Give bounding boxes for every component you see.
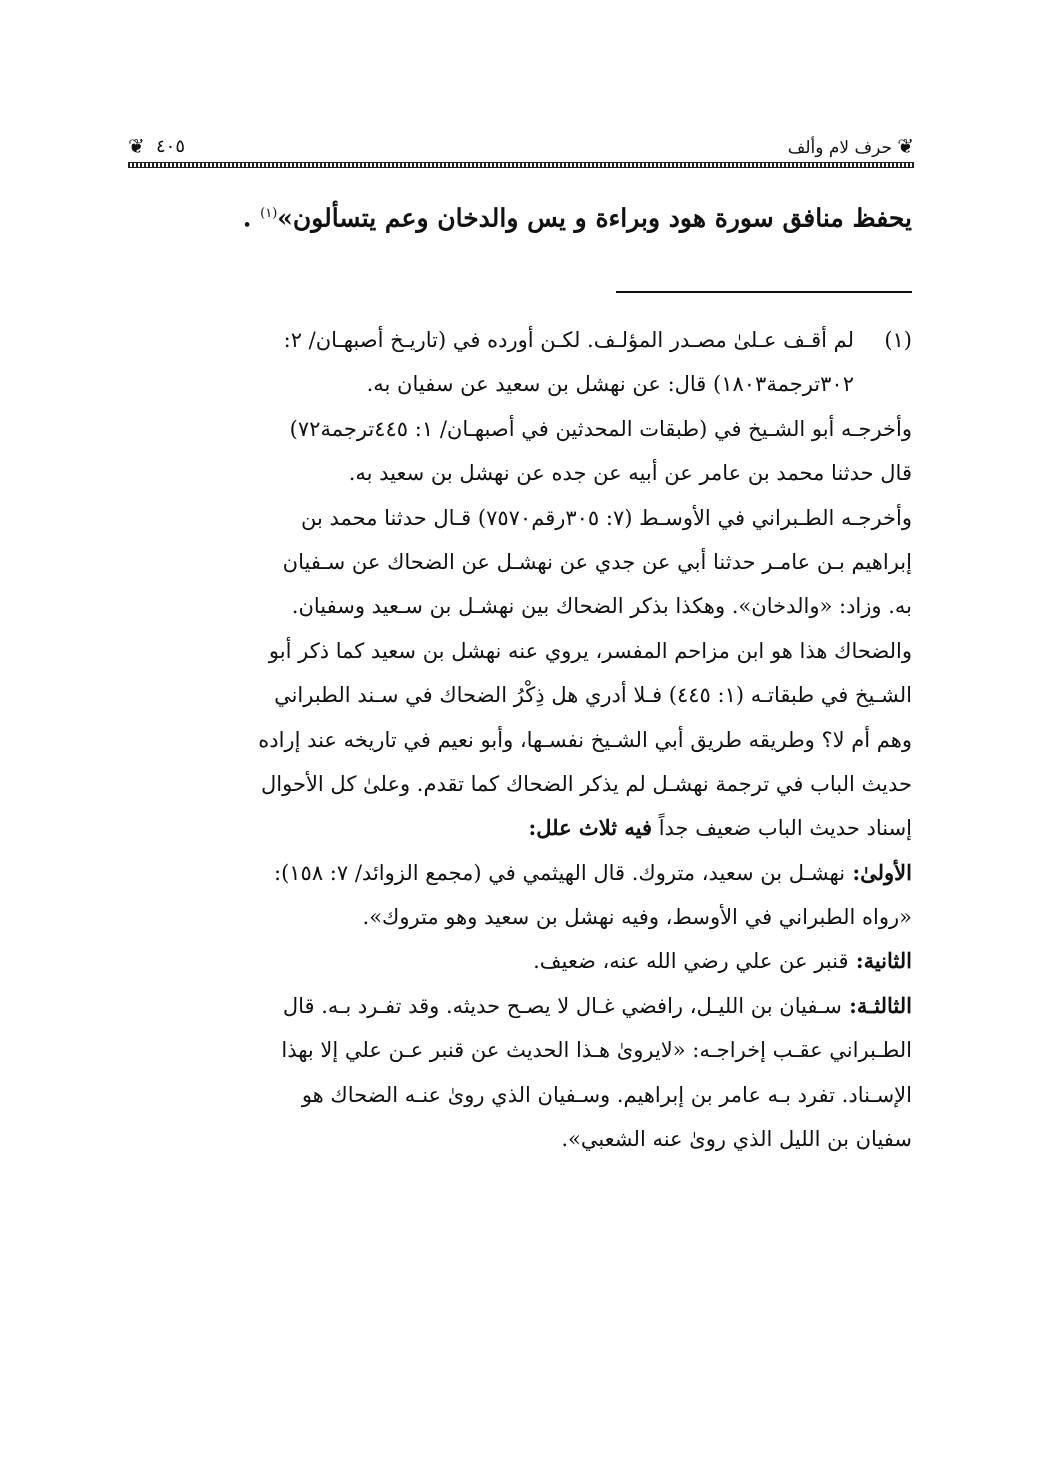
footnote-line <box>122 584 912 628</box>
footnote-separator <box>616 291 912 293</box>
main-text: يحفظ منافق سورة هود وبراءة و يس والدخان وعم يتسألون» <box>277 203 912 233</box>
footnote-line <box>122 407 912 451</box>
footnote-line-text: «رواه الطبراني في الأوسط، وفيه نهشل بن سعيد وهو متروك». <box>362 905 912 930</box>
footnote-line-bold: الأولىٰ: <box>845 859 912 885</box>
footnote-line <box>122 496 912 540</box>
footnote-line <box>122 762 912 806</box>
footnote-line-text: به. وزاد: «والدخان». وهكذا بذكر الضحاك بين نهشـل بن سـعيد وسفيان. <box>291 594 912 619</box>
footnote-line <box>122 1073 912 1117</box>
footnote-line-text: الإسـناد. تفرد بـه عامر بن إبراهيم. وسـفيان الذي رویٰ عنـه الضحاك هو <box>301 1082 912 1107</box>
footnote-line <box>122 895 912 939</box>
footnote-line <box>122 540 912 584</box>
footnote-line-text: وأخرجـه الطـبراني في الأوسـط (٧: ٣٠٥رقم٧٥٧٠) قـال حدثنا محمد بن <box>300 505 912 530</box>
footnote-line <box>122 939 912 983</box>
footnote-line-text: الشـيخ في طبقاتـه (١: ٤٤٥) فـلا أدري هل ذِكْرُ الضحاك في سـند الطبراني <box>274 683 912 708</box>
footnote-line <box>122 318 912 362</box>
footnote-line-text: قنبر عن علي رضي الله عنه، ضعيف. <box>533 949 849 974</box>
footnote-line-text: قال حدثنا محمد بن عامر عن أبيه عن جده عن نهشل بن سعيد به. <box>348 461 912 486</box>
footnote-line-text: سـفيان بن الليـل، رافضي غـال لا يصـح حديثه. وقد تفـرد بـه. قال <box>282 993 842 1018</box>
footnote-lines <box>122 318 912 1161</box>
footnote-line-text: إبراهيم بـن عامـر حدثنا أبي عن جدي عن نهشـل عن الضحاك عن سـفيان <box>282 549 912 574</box>
page-number: ٤٠٥ <box>156 136 186 157</box>
footnote-line <box>122 806 912 850</box>
footnote-line <box>122 1117 912 1161</box>
footnote-line-text: نهشـل بن سعيد، متروك. قال الهيثمي في (مجمع الزوائد/ ٧: ١٥٨): <box>274 860 846 885</box>
footnote-line <box>122 362 912 406</box>
footnote-marker: (١) <box>884 328 912 352</box>
footnote-line-bold: الثانية: <box>848 948 912 974</box>
footnote-line-text: لم أقـف عـلىٰ مصـدر المؤلـف. لكـن أورده في (تاريـخ أصبهـان/ ٢: <box>283 328 854 352</box>
footnote-line <box>122 851 912 895</box>
footnote-line-text: إسناد حديث الباب ضعيف جداً <box>652 816 912 841</box>
main-text-line <box>128 192 912 240</box>
footnote-line-bold: الثالثـة: <box>841 992 912 1018</box>
header-ornament-right-icon: ❦ <box>897 134 914 158</box>
header-ornament-left-icon: ❦ <box>128 134 145 158</box>
running-header <box>128 132 914 172</box>
footnote-line <box>122 718 912 762</box>
footnote-line <box>122 629 912 673</box>
footnote-reference[interactable]: (١) <box>260 206 278 221</box>
footnote-line-text: والضحاك هذا هو ابن مزاحم المفسر، يروي عنه نهشل بن سعيد كما ذكر أبو <box>268 638 912 663</box>
footnote-line-text: ٣٠٢ترجمة١٨٠٣) قال: عن نهشل بن سعيد عن سفيان به. <box>366 372 854 397</box>
footnote-line <box>122 451 912 495</box>
header-rule <box>128 162 914 168</box>
footnote-line-bold: فيه ثلاث علل: <box>528 815 653 841</box>
footnote-line-text: الطـبراني عقـب إخراجـه: «لايرویٰ هـذا الحديث عن قنبر عـن علي إلا بهذا <box>281 1038 912 1063</box>
footnote-line-text: وهم أم لا؟ وطريقه طريق أبي الشـيخ نفسـها، وأبو نعيم في تاريخه عند إراده <box>258 727 912 752</box>
footnote-line <box>122 1028 912 1072</box>
footnote <box>122 318 912 1161</box>
main-text-end: . <box>242 203 252 233</box>
footnote-line-text: حديث الباب في ترجمة نهشـل لم يذكر الضحاك كما تقدم. وعلىٰ كل الأحوال <box>261 771 912 796</box>
footnote-line <box>122 984 912 1028</box>
footnote-line-text: وأخرجـه أبو الشـيخ في (طبقات المحدثين في أصبهـان/ ١: ٤٤٥ترجمة٧٢) <box>289 416 912 441</box>
footnote-line <box>122 673 912 717</box>
footnote-line-text: سفيان بن الليل الذي رویٰ عنه الشعبي». <box>561 1127 912 1152</box>
header-title: حرف لام وألف <box>787 138 892 158</box>
